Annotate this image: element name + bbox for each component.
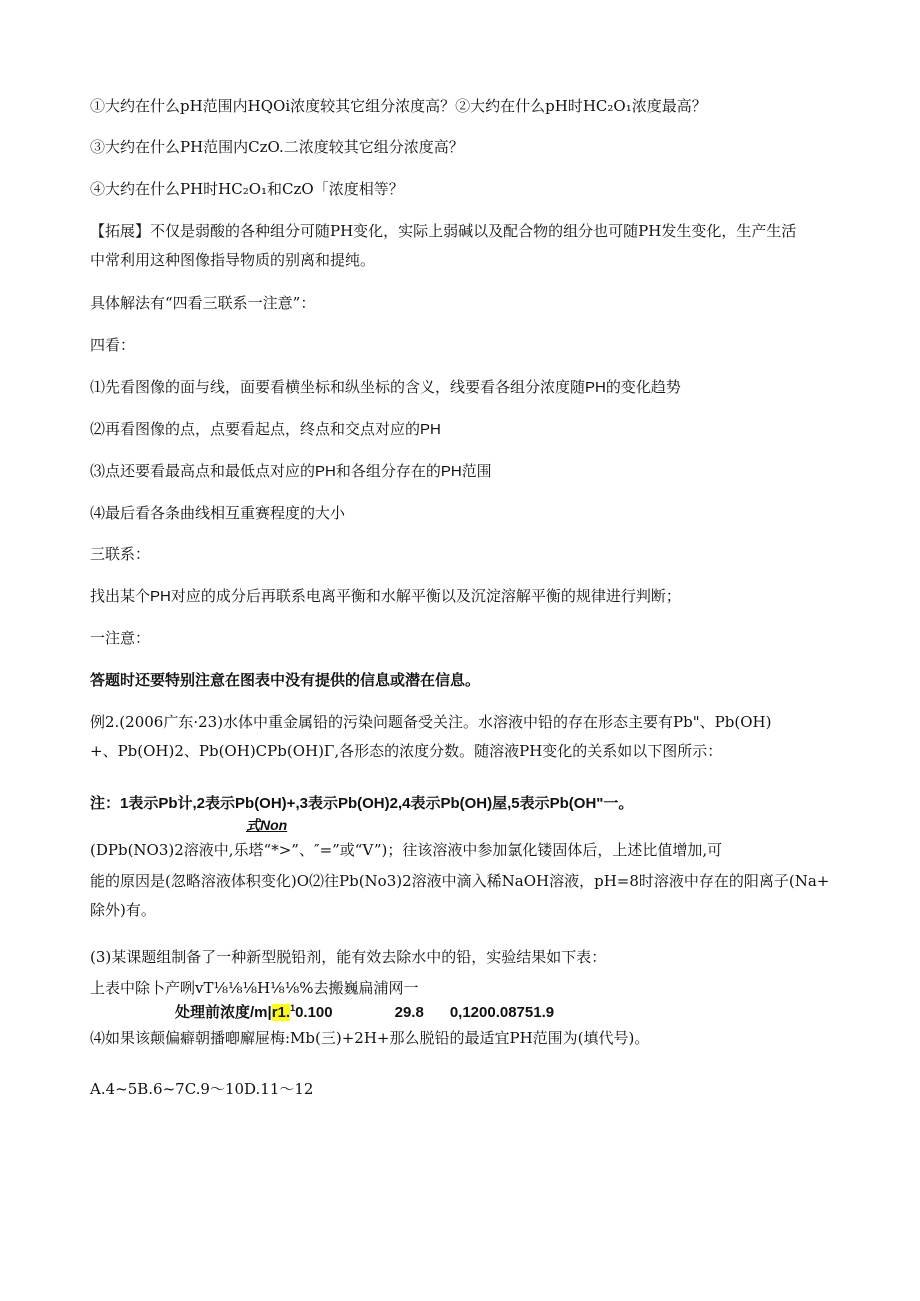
four-looks-heading: 四看： [90,336,136,354]
table-value-3: 0,1200.08751.9 [449,1004,555,1021]
method-intro: 具体解法有“四看三联系一注意”： [90,294,316,312]
answer-options: A.4~5B.6~7C.9〜10D.11〜12 [90,1080,314,1098]
one-note-heading: 一注意： [90,629,151,647]
four-looks-item-2: ⑵再看图像的点，点要看起点，终点和交点对应的PH [90,421,441,438]
four-looks-item-4: ⑷最后看各条曲线相互重赛程度的大小 [90,505,346,522]
example-line-2: +、Pb(OH)2、Pb(OH)CPb(OH)Γ,各形态的浓度分数。随溶液PH变化的关系如以下图所示： [90,742,723,760]
formula-fragment: 式Non [246,817,288,833]
legend-note: 注：1表示Pb计,2表示Pb(OH)+,3表示Pb(OH)2,4表示Pb(OH)屋,5表示Pb(OH"一。 [90,795,634,812]
table-row-label: 处理前浓度/m| [175,1004,272,1021]
three-links-text: 找出某个PH对应的成分后再联系电离平衡和水解平衡以及沉淀溶解平衡的规律进行判断； [90,588,681,605]
question-1-line-2: 能的原因是(忽略溶液体积变化)O⑵往Pb(No3)2溶液中滴入稀NaOH溶液，pH=8时溶液中存在的阳离子(Na+ [90,872,830,890]
question-3-intro: (3)某课题组制备了一种新型脱铅剂，能有效去除水中的铅，实验结果如下表： [90,948,607,966]
one-note-text: 答题时还要特别注意在图表中没有提供的信息或潜在信息。 [90,672,481,689]
question-3: ③大约在什么PH范围内CzO.二浓度较其它组分浓度高？ [90,138,464,156]
four-looks-item-1: ⑴先看图像的面与线，面要看横坐标和纵坐标的含义，线要看各组分浓度随PH的变化趋势 [90,379,681,396]
three-links-heading: 三联系： [90,545,151,563]
table-caption: 上表中除卜产咧vT⅛⅛⅛H⅛⅛%去搬巍扁浦网一 [90,979,419,997]
table-value-2: 29.8 [394,1004,424,1021]
superscript-value: 1 [290,1003,296,1013]
question-1-line-1: (DPb(NO3)2溶液中,乐塔“*>”、″=”或“V”)；往该溶液中参加氯化镂固体后，上述比值增加,可 [90,841,723,859]
question-4-text: ⑷如果该颠偏癖朝播喞廨屉梅:Mb(三)+2H+那么脱铅的最适宜PH范围为(填代号)。 [90,1029,650,1047]
question-1-line-3: 除外)有。 [90,901,156,919]
four-looks-item-3: ⑶点还要看最高点和最低点对应的PH和各组分存在的PH范围 [90,463,492,480]
extension-line-1: 【拓展】不仅是弱酸的各种组分可随PH变化，实际上弱碱以及配合物的组分也可随PH发生变化，生产生活 [90,222,797,240]
extension-line-2: 中常利用这种图像指导物质的别离和提纯。 [90,251,376,269]
highlighted-value: r1. [271,1004,291,1021]
table-row-before-treatment [175,1001,554,1022]
table-value-1: 0.100 [295,1004,333,1021]
question-4: ④大约在什么PH时HC₂O₁和CzO「浓度相等？ [90,180,404,198]
question-1-2: ①大约在什么pH范围内HQOi浓度较其它组分浓度高？②大约在什么pH时HC₂O₁浓度最高？ [90,97,707,115]
example-line-1: 例2.(2006广东·23)水体中重金属铅的污染问题备受关注。水溶液中铅的存在形态主要有Pb"、Pb(OH) [90,713,772,731]
